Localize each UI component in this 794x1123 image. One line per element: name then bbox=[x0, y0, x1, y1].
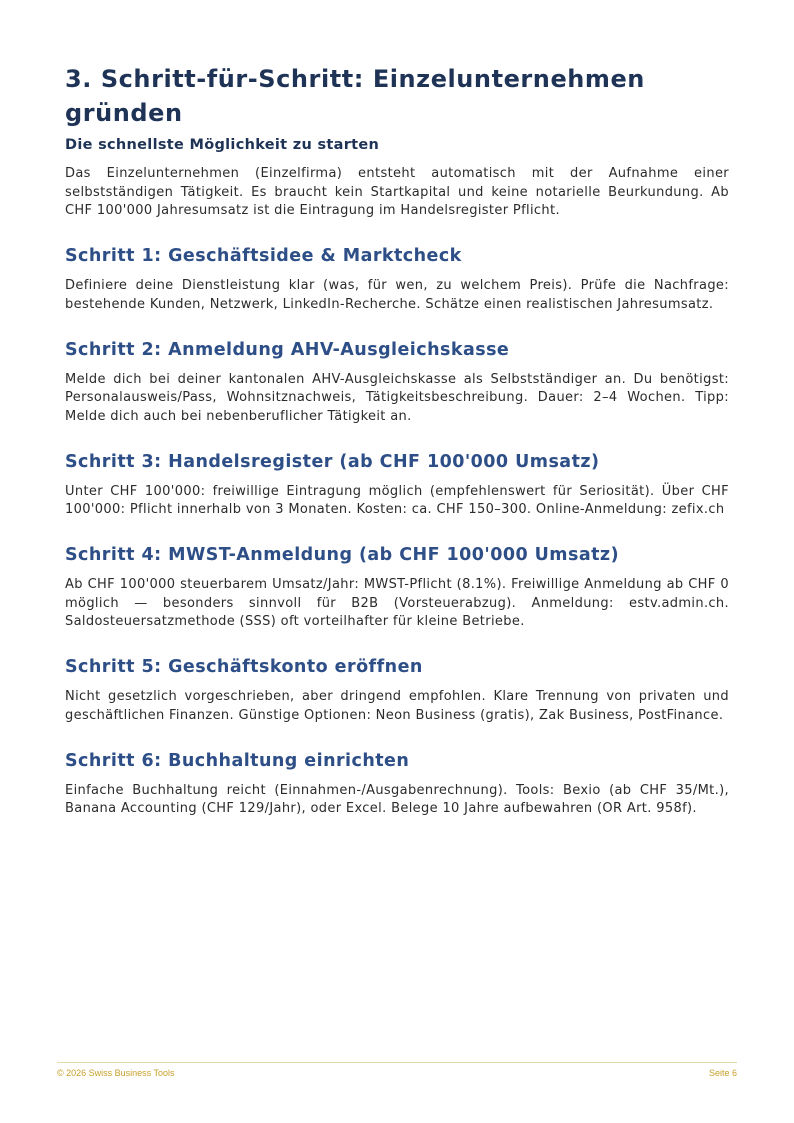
section-subtitle: Die schnellste Möglichkeit zu starten bbox=[65, 137, 380, 153]
step-4-title: Schritt 4: MWST-Anmeldung (ab CHF 100'000 Umsatz) bbox=[65, 545, 620, 566]
footer-page-number: Seite 6 bbox=[708, 1068, 737, 1078]
step-5-text: Nicht gesetzlich vorgeschrieben, aber dringend empfohlen. Klare Trennung von privaten und geschäftlichen Finanzen. Günstige Optionen: Neon Business (gratis), Zak Business, PostFinance. bbox=[65, 689, 729, 723]
page-title: 3. Schritt-für-Schritt: Einzelunternehmen gründen bbox=[65, 65, 645, 127]
step-4 bbox=[65, 543, 729, 632]
footer-divider bbox=[57, 1062, 737, 1063]
step-4-text: Ab CHF 100'000 steuerbarem Umsatz/Jahr: MWST-Pflicht (8.1%). Freiwillige Anmeldung ab CHF 0 möglich — besonders sinnvoll für B2B (Vorsteuerabzug). Anmeldung: estv.admin.ch. Saldosteuersatzmethode (SSS) oft vorteilhafter für kleine Betriebe. bbox=[65, 577, 729, 630]
intro-paragraph: Das Einzelunternehmen (Einzelfirma) entsteht automatisch mit der Aufnahme einer selbstständigen Tätigkeit. Es braucht kein Startkapital und keine notarielle Beurkundung. Ab CHF 100'000 Jahresumsatz ist die Eintragung im Handelsregister Pflicht. bbox=[65, 166, 729, 219]
page-content bbox=[65, 62, 729, 819]
step-1 bbox=[65, 244, 729, 314]
step-5-title: Schritt 5: Geschäftskonto eröffnen bbox=[65, 657, 423, 678]
step-1-title: Schritt 1: Geschäftsidee & Marktcheck bbox=[65, 246, 462, 267]
step-6-text: Einfache Buchhaltung reicht (Einnahmen-/Ausgabenrechnung). Tools: Bexio (ab CHF 35/Mt.), Banana Accounting (CHF 129/Jahr), oder Excel. Belege 10 Jahre aufbewahren (OR Art. 958f). bbox=[65, 782, 729, 817]
page-footer bbox=[57, 1068, 737, 1078]
step-2-title: Schritt 2: Anmeldung AHV-Ausgleichskasse bbox=[65, 339, 510, 360]
step-6-title: Schritt 6: Buchhaltung einrichten bbox=[65, 750, 410, 771]
step-6 bbox=[65, 749, 729, 819]
footer-copyright: © 2026 Swiss Business Tools bbox=[57, 1068, 175, 1078]
step-1-text: Definiere deine Dienstleistung klar (was, für wen, zu welchem Preis). Prüfe die Nachfrage: bestehende Kunden, Netzwerk, LinkedIn-Recherche. Schätze einen realistischen Jahresumsatz. bbox=[65, 278, 729, 312]
step-3 bbox=[65, 450, 729, 520]
step-2-text: Melde dich bei deiner kantonalen AHV-Ausgleichskasse als Selbstständiger an. Du benötigst: Personalausweis/Pass, Wohnsitznachweis, Tätigkeitsbeschreibung. Dauer: 2–4 Wochen. Tipp: Melde dich auch bei nebenberuflicher Tätigkeit an. bbox=[65, 371, 729, 424]
step-3-text: Unter CHF 100'000: freiwillige Eintragung möglich (empfehlenswert für Seriosität). Über CHF 100'000: Pflicht innerhalb von 3 Monaten. Kosten: ca. CHF 150–300. Online-Anmeldung: zefix.ch bbox=[65, 483, 729, 518]
step-5 bbox=[65, 655, 729, 725]
step-2 bbox=[65, 338, 729, 427]
step-3-title: Schritt 3: Handelsregister (ab CHF 100'000 Umsatz) bbox=[65, 451, 600, 472]
